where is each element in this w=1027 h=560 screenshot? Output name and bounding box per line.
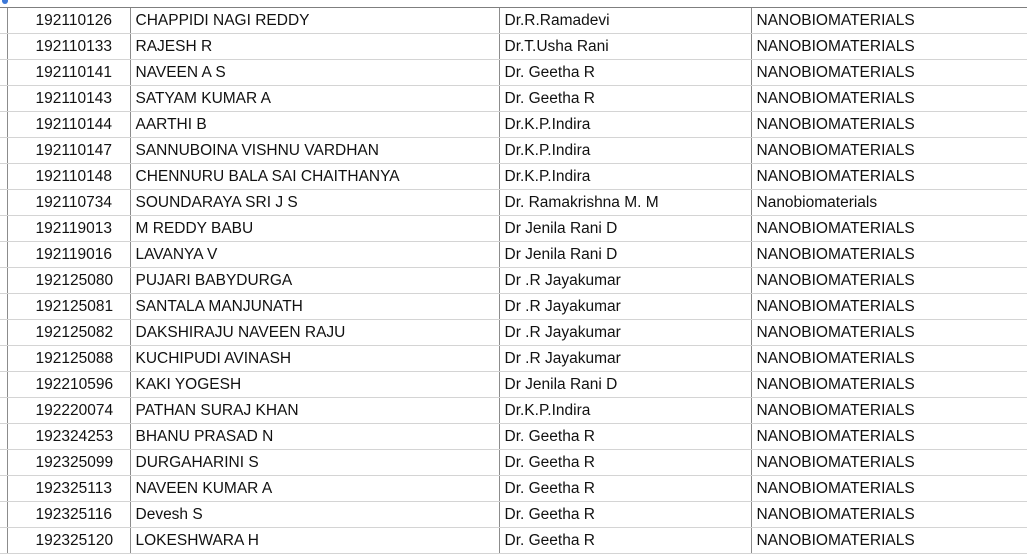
research-area-cell[interactable]: NANOBIOMATERIALS [751,242,1027,268]
row-gutter-cell[interactable] [0,60,7,86]
table-row [0,450,1027,476]
guide-name-cell[interactable]: Dr .R Jayakumar [499,294,751,320]
student-name-cell[interactable]: KUCHIPUDI AVINASH [130,346,499,372]
guide-name-cell[interactable]: Dr. Geetha R [499,60,751,86]
table-row [0,112,1027,138]
row-gutter-cell[interactable] [0,502,7,528]
table-row [0,216,1027,242]
guide-name-cell[interactable]: Dr.K.P.Indira [499,164,751,190]
research-area-cell[interactable]: NANOBIOMATERIALS [751,164,1027,190]
student-name-cell[interactable]: CHAPPIDI NAGI REDDY [130,8,499,34]
student-id-cell[interactable]: 192125080 [7,268,130,294]
student-id-cell[interactable]: 192325116 [7,502,130,528]
research-area-cell[interactable]: NANOBIOMATERIALS [751,398,1027,424]
student-name-cell[interactable]: PUJARI BABYDURGA [130,268,499,294]
student-name-cell[interactable]: NAVEEN KUMAR A [130,476,499,502]
table-row [0,34,1027,60]
row-gutter-cell[interactable] [0,372,7,398]
row-gutter-cell[interactable] [0,450,7,476]
table-row [0,346,1027,372]
student-id-cell[interactable]: 192125082 [7,320,130,346]
table-row [0,8,1027,34]
student-name-cell[interactable]: LAVANYA V [130,242,499,268]
student-id-cell[interactable]: 192110141 [7,60,130,86]
table-row [0,476,1027,502]
student-name-cell[interactable]: AARTHI B [130,112,499,138]
student-id-cell[interactable]: 192325099 [7,450,130,476]
research-area-cell[interactable]: NANOBIOMATERIALS [751,502,1027,528]
table-row [0,372,1027,398]
guide-name-cell[interactable]: Dr.R.Ramadevi [499,8,751,34]
student-name-cell[interactable]: CHENNURU BALA SAI CHAITHANYA [130,164,499,190]
row-gutter-cell[interactable] [0,34,7,60]
table-row [0,398,1027,424]
research-area-cell[interactable]: NANOBIOMATERIALS [751,138,1027,164]
row-gutter-cell[interactable] [0,190,7,216]
guide-name-cell[interactable]: Dr .R Jayakumar [499,346,751,372]
research-area-cell[interactable]: Nanobiomaterials [751,190,1027,216]
guide-name-cell[interactable]: Dr. Geetha R [499,424,751,450]
research-area-cell[interactable]: NANOBIOMATERIALS [751,112,1027,138]
table-row [0,294,1027,320]
table-row [0,528,1027,554]
research-area-cell[interactable]: NANOBIOMATERIALS [751,424,1027,450]
table-row [0,242,1027,268]
research-area-cell[interactable]: NANOBIOMATERIALS [751,372,1027,398]
research-area-cell[interactable]: NANOBIOMATERIALS [751,60,1027,86]
row-gutter-cell[interactable] [0,476,7,502]
row-gutter-cell[interactable] [0,112,7,138]
guide-name-cell[interactable]: Dr. Ramakrishna M. M [499,190,751,216]
guide-name-cell[interactable]: Dr Jenila Rani D [499,242,751,268]
research-area-cell[interactable]: NANOBIOMATERIALS [751,216,1027,242]
row-gutter-cell[interactable] [0,528,7,554]
student-id-cell[interactable]: 192125081 [7,294,130,320]
student-name-cell[interactable]: SATYAM KUMAR A [130,86,499,112]
row-gutter-cell[interactable] [0,164,7,190]
table-row [0,320,1027,346]
student-name-cell[interactable]: KAKI YOGESH [130,372,499,398]
row-gutter-cell[interactable] [0,268,7,294]
student-name-cell[interactable]: SANTALA MANJUNATH [130,294,499,320]
row-gutter-cell[interactable] [0,294,7,320]
student-name-cell[interactable]: RAJESH R [130,34,499,60]
student-id-cell[interactable]: 192110144 [7,112,130,138]
row-gutter-cell[interactable] [0,320,7,346]
research-area-cell[interactable]: NANOBIOMATERIALS [751,86,1027,112]
guide-name-cell[interactable]: Dr. Geetha R [499,450,751,476]
table-row [0,190,1027,216]
guide-name-cell[interactable]: Dr. Geetha R [499,476,751,502]
row-gutter-cell[interactable] [0,8,7,34]
guide-name-cell[interactable]: Dr Jenila Rani D [499,216,751,242]
student-id-cell[interactable]: 192210596 [7,372,130,398]
guide-name-cell[interactable]: Dr .R Jayakumar [499,320,751,346]
guide-name-cell[interactable]: Dr.K.P.Indira [499,138,751,164]
guide-name-cell[interactable]: Dr.K.P.Indira [499,112,751,138]
research-area-cell[interactable]: NANOBIOMATERIALS [751,450,1027,476]
student-id-cell[interactable]: 192110133 [7,34,130,60]
table-row [0,138,1027,164]
research-area-cell[interactable]: NANOBIOMATERIALS [751,268,1027,294]
research-area-cell[interactable]: NANOBIOMATERIALS [751,320,1027,346]
table-row [0,60,1027,86]
data-table [0,8,1027,554]
row-gutter-cell[interactable] [0,86,7,112]
student-name-cell[interactable]: DURGAHARINI S [130,450,499,476]
row-gutter-cell[interactable] [0,398,7,424]
table-row [0,424,1027,450]
student-name-cell[interactable]: M REDDY BABU [130,216,499,242]
table-row [0,86,1027,112]
student-name-cell[interactable]: BHANU PRASAD N [130,424,499,450]
table-row [0,164,1027,190]
student-id-cell[interactable]: 192325113 [7,476,130,502]
student-name-cell[interactable]: SOUNDARAYA SRI J S [130,190,499,216]
student-id-cell[interactable]: 192119013 [7,216,130,242]
student-id-cell[interactable]: 192220074 [7,398,130,424]
guide-name-cell[interactable]: Dr. Geetha R [499,528,751,554]
research-area-cell[interactable]: NANOBIOMATERIALS [751,34,1027,60]
student-id-cell[interactable]: 192110147 [7,138,130,164]
student-name-cell[interactable]: PATHAN SURAJ KHAN [130,398,499,424]
table-body [0,8,1027,554]
student-name-cell[interactable]: SANNUBOINA VISHNU VARDHAN [130,138,499,164]
research-area-cell[interactable]: NANOBIOMATERIALS [751,346,1027,372]
student-name-cell[interactable]: NAVEEN A S [130,60,499,86]
guide-name-cell[interactable]: Dr.K.P.Indira [499,398,751,424]
selection-handle[interactable] [2,0,8,4]
guide-name-cell[interactable]: Dr. Geetha R [499,502,751,528]
row-gutter-cell[interactable] [0,424,7,450]
student-id-cell[interactable]: 192110143 [7,86,130,112]
student-id-cell[interactable]: 192324253 [7,424,130,450]
guide-name-cell[interactable]: Dr.T.Usha Rani [499,34,751,60]
guide-name-cell[interactable]: Dr Jenila Rani D [499,372,751,398]
research-area-cell[interactable]: NANOBIOMATERIALS [751,528,1027,554]
guide-name-cell[interactable]: Dr. Geetha R [499,86,751,112]
research-area-cell[interactable]: NANOBIOMATERIALS [751,294,1027,320]
student-id-cell[interactable]: 192110148 [7,164,130,190]
student-name-cell[interactable]: Devesh S [130,502,499,528]
row-gutter-cell[interactable] [0,138,7,164]
row-gutter-cell[interactable] [0,346,7,372]
table-row [0,502,1027,528]
student-id-cell[interactable]: 192325120 [7,528,130,554]
row-gutter-cell[interactable] [0,216,7,242]
table-row [0,268,1027,294]
guide-name-cell[interactable]: Dr .R Jayakumar [499,268,751,294]
student-name-cell[interactable]: DAKSHIRAJU NAVEEN RAJU [130,320,499,346]
row-gutter-cell[interactable] [0,242,7,268]
student-name-cell[interactable]: LOKESHWARA H [130,528,499,554]
student-id-cell[interactable]: 192119016 [7,242,130,268]
student-id-cell[interactable]: 192125088 [7,346,130,372]
student-id-cell[interactable]: 192110734 [7,190,130,216]
research-area-cell[interactable]: NANOBIOMATERIALS [751,8,1027,34]
research-area-cell[interactable]: NANOBIOMATERIALS [751,476,1027,502]
student-id-cell[interactable]: 192110126 [7,8,130,34]
